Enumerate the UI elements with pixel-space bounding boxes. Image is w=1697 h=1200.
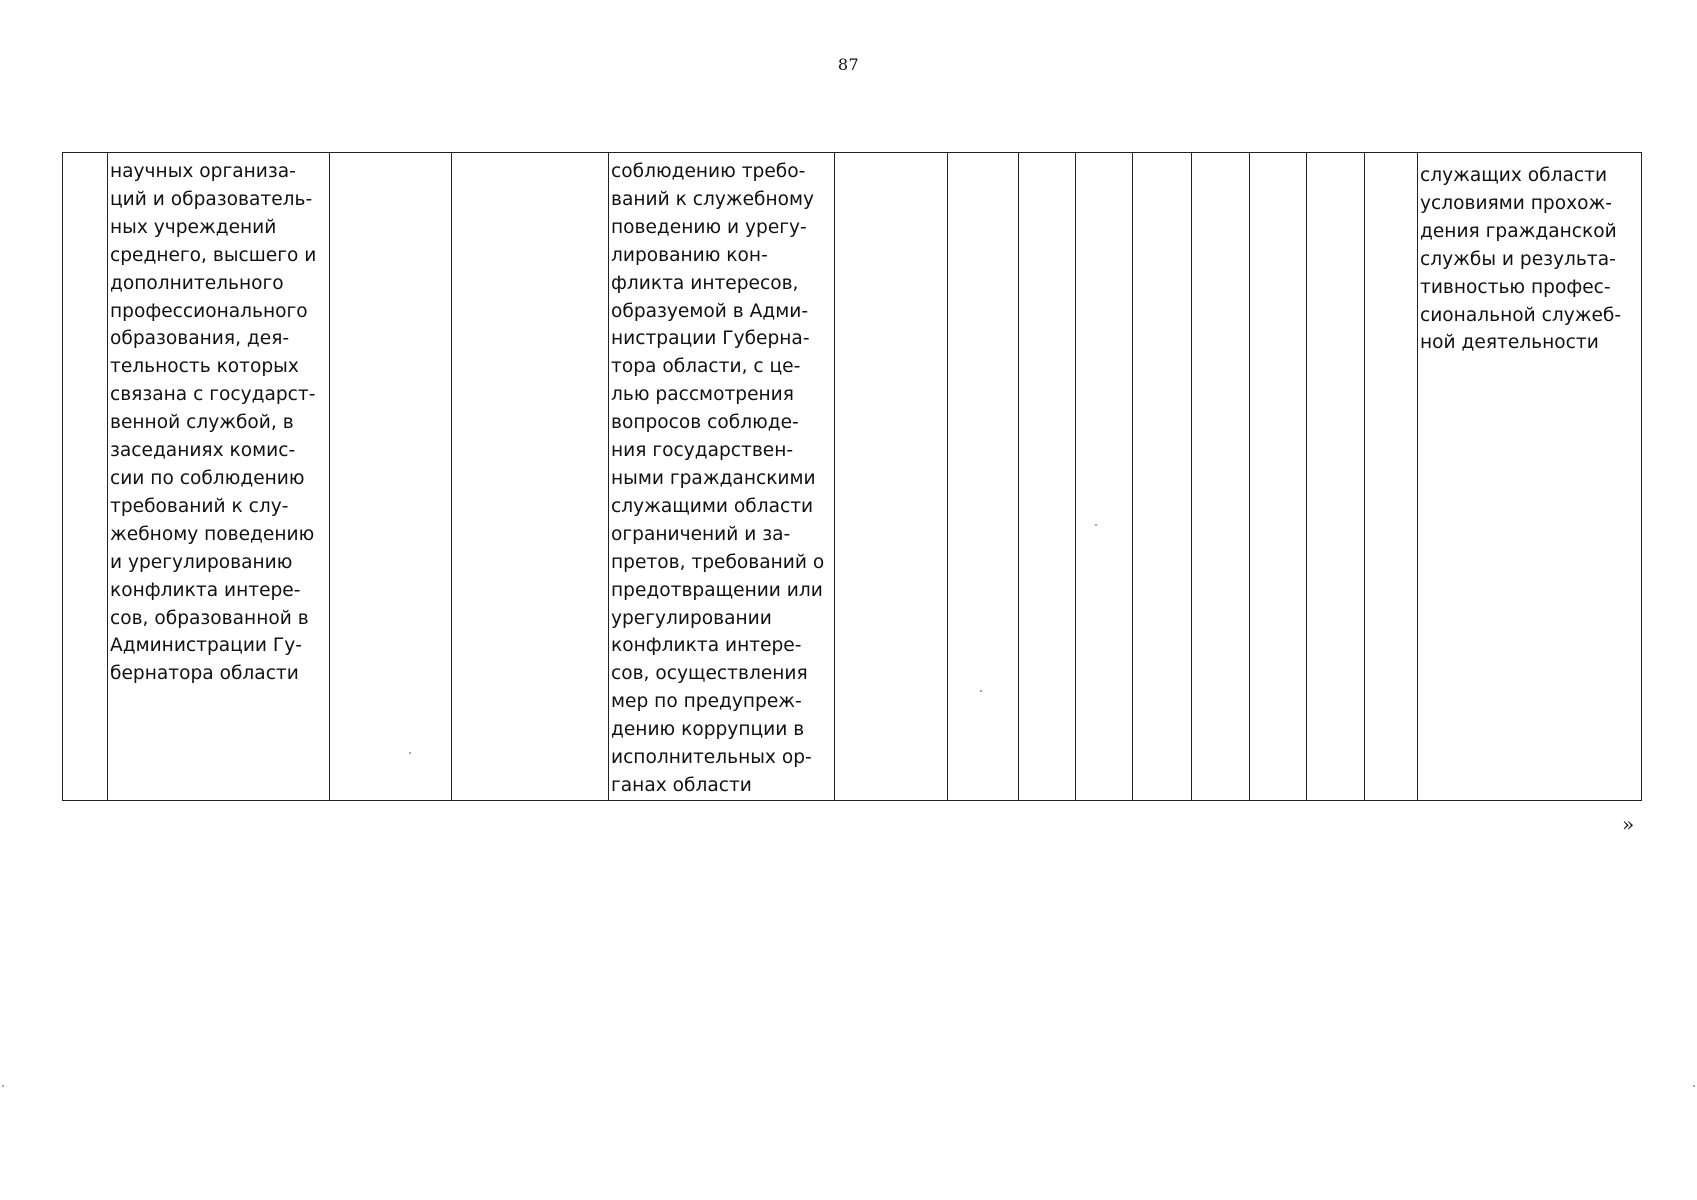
- scan-speck: [409, 752, 411, 754]
- column-divider: [1364, 152, 1365, 801]
- column-divider: [608, 152, 609, 801]
- column-divider: [107, 152, 108, 801]
- column-divider: [451, 152, 452, 801]
- column-divider: [1249, 152, 1250, 801]
- table-cell-result: служащих области условиями прохож- дения гражданской службы и результа- тивностью профес- сиональной служеб- ной деятельности: [1420, 165, 1622, 354]
- column-divider: [1132, 152, 1133, 801]
- scan-speck: [1693, 1085, 1695, 1087]
- column-divider: [329, 152, 330, 801]
- scan-speck: [2, 1085, 4, 1087]
- column-divider: [947, 152, 948, 801]
- scan-speck: [980, 690, 982, 692]
- closing-quote: »: [1622, 812, 1635, 836]
- column-divider: [1075, 152, 1076, 801]
- table-cell-organization: научных организа- ций и образователь- ных учреждений среднего, высшего и дополнительного профессионального образования, дея- тельность которых связана с государст- венной службой, в заседаниях комис- сии по соблюдению требований к слу- жебному поведению и урегулированию конфликта интере- сов, образованной в Администрации Гу- бернатора области: [110, 161, 317, 685]
- page-number: 87: [837, 55, 860, 74]
- column-divider: [834, 152, 835, 801]
- column-divider: [1417, 152, 1418, 801]
- scan-speck: [1095, 524, 1097, 526]
- column-divider: [1306, 152, 1307, 801]
- column-divider: [1018, 152, 1019, 801]
- column-divider: [1191, 152, 1192, 801]
- table-cell-commission: соблюдению требо- ваний к служебному поведению и урегу- лированию кон- фликта интересов, образуемой в Адми- нистрации Губерна- тора области, с це- лью рассмотрения вопросов соблюде- ния государствен- ными гражданскими служащими области ограничений и за- претов, требований о предотвращении или урегулировании конфликта интере- сов, осуществления мер по предупреж- дению коррупции в исполнительных ор- ганах области: [611, 161, 825, 796]
